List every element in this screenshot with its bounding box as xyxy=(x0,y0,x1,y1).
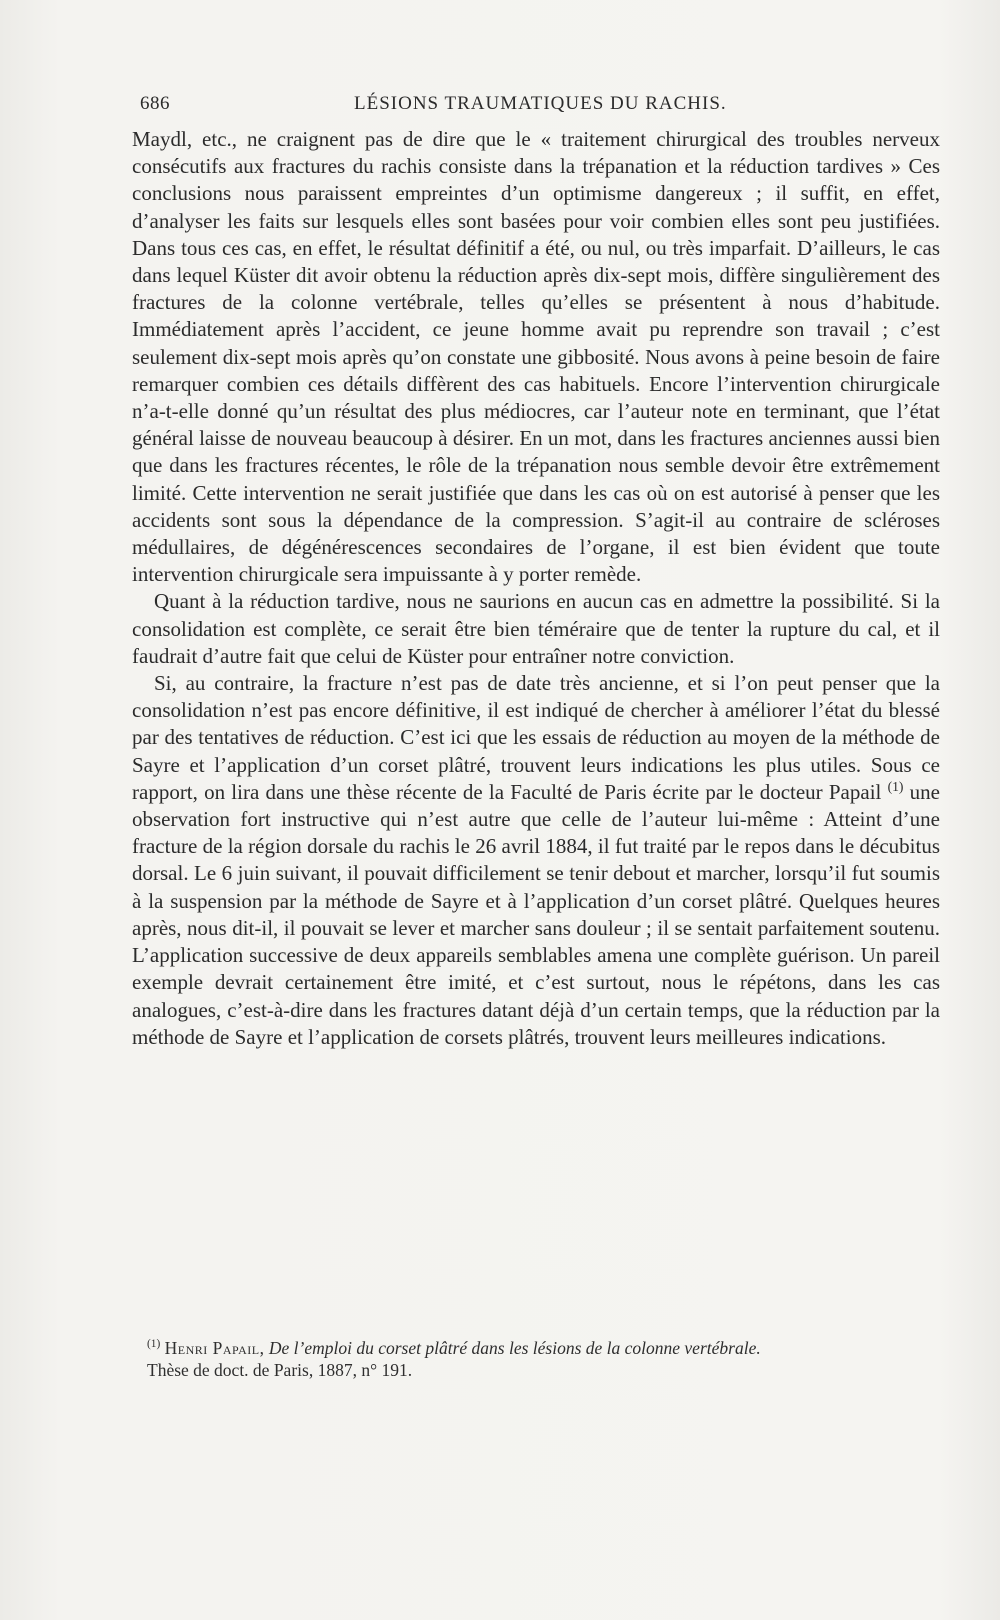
footnotes xyxy=(137,1337,937,1381)
footnote-author: Henri Papail, xyxy=(164,1338,265,1358)
running-head xyxy=(140,93,940,119)
footnote-1 xyxy=(137,1337,937,1381)
paragraph-3 xyxy=(132,670,940,1051)
paragraph-2: Quant à la réduction tardive, nous ne saurions en aucun cas en admettre la possibilité. Si la consolidation est complète, ce serait être bien téméraire que de tenter la rupture du cal, et il faudrait d’autre fait que celui de Küster pour entraîner notre conviction. xyxy=(132,589,940,668)
footnote-marker: (1) xyxy=(147,1338,161,1351)
footnote-title: De l’emploi du corset plâtré dans les lésions de la colonne vertébrale. xyxy=(268,1338,761,1358)
paragraph-3-text-end: une observation fort instructive qui n’est autre que celle de l’auteur lui-même : Atteint d’une fracture de la région dorsale du rachis le 26 avril 1884, il fut traité par le repos dans le décubitus dorsal. Le 6 juin suivant, il pouvait difficilement se tenir debout et marcher, lorsqu’il fut soumis à la suspension par la méthode de Sayre et à l’application d’un corset plâtré. Quelques heures après, nous dit-il, il pouvait se lever et marcher sans douleur ; il se sentait parfaitement soutenu. L’application successive de deux appareils semblables amena une complète guérison. Un pareil exemple devrait certainement être imité, et c’est surtout, nous le répétons, dans les cas analogues, c’est-à-dire dans les fractures datant déjà d’un certain temps, que la réduction par la méthode de Sayre et l’application de corsets plâtrés, trouvent leurs meilleures indications. xyxy=(132,779,940,1049)
body-text xyxy=(132,126,940,1051)
footnote-detail: Thèse de doct. de Paris, 1887, n° 191. xyxy=(147,1360,413,1380)
footnote-reference: (1) xyxy=(887,778,904,794)
paragraph-1: Maydl, etc., ne craignent pas de dire que le « traitement chirurgical des troubles nerveux consécutifs aux fractures du rachis consiste dans la trépanation et la réduction tardives » Ces conclusions nous paraissent empreintes d’un optimisme dangereux ; il suffit, en effet, d’analyser les faits sur lesquels elles sont basées pour voir combien elles sont peu justifiées. Dans tous ces cas, en effet, le résultat définitif a été, ou nul, ou très imparfait. D’ailleurs, le cas dans lequel Küster dit avoir obtenu la réduction après dix-sept mois, diffère singulièrement des fractures de la colonne vertébrale, telles qu’elles se présentent à nous d’habitude. Immédiatement après l’accident, ce jeune homme avait pu reprendre son travail ; c’est seulement dix-sept mois après qu’on constate une gibbosité. Nous avons à peine besoin de faire remarquer combien ces détails diffèrent des cas habituels. Encore l’intervention chirurgicale n’a-t-elle donné qu’un résultat des plus médiocres, car l’auteur note en terminant, que l’état général laisse de nouveau beaucoup à désirer. En un mot, dans les fractures anciennes aussi bien que dans les fractures récentes, le rôle de la trépanation nous semble devoir être extrêmement limité. Cette intervention ne serait justifiée que dans les cas où on est autorisé à penser que les accidents sont sous la dépendance de la compression. S’agit-il au contraire de scléroses médullaires, de dégénérescences secondaires de l’organe, il est bien évident que toute intervention chirurgicale sera impuissante à y porter remède. xyxy=(132,127,940,587)
page-number: 686 xyxy=(140,93,170,114)
running-title: LÉSIONS TRAUMATIQUES DU RACHIS. xyxy=(354,93,727,114)
paragraph-3-text-start: Si, au contraire, la fracture n’est pas de date très ancienne, et si l’on peut penser que la consolidation n’est pas encore définitive, il est indiqué de chercher à améliorer l’état du blessé par des tentatives de réduction. C’est ici que les essais de réduction au moyen de la méthode de Sayre et l’application d’un corset plâtré, trouvent leurs indications les plus utiles. Sous ce rapport, on lira dans une thèse récente de la Faculté de Paris écrite par le docteur Papail xyxy=(132,671,940,804)
